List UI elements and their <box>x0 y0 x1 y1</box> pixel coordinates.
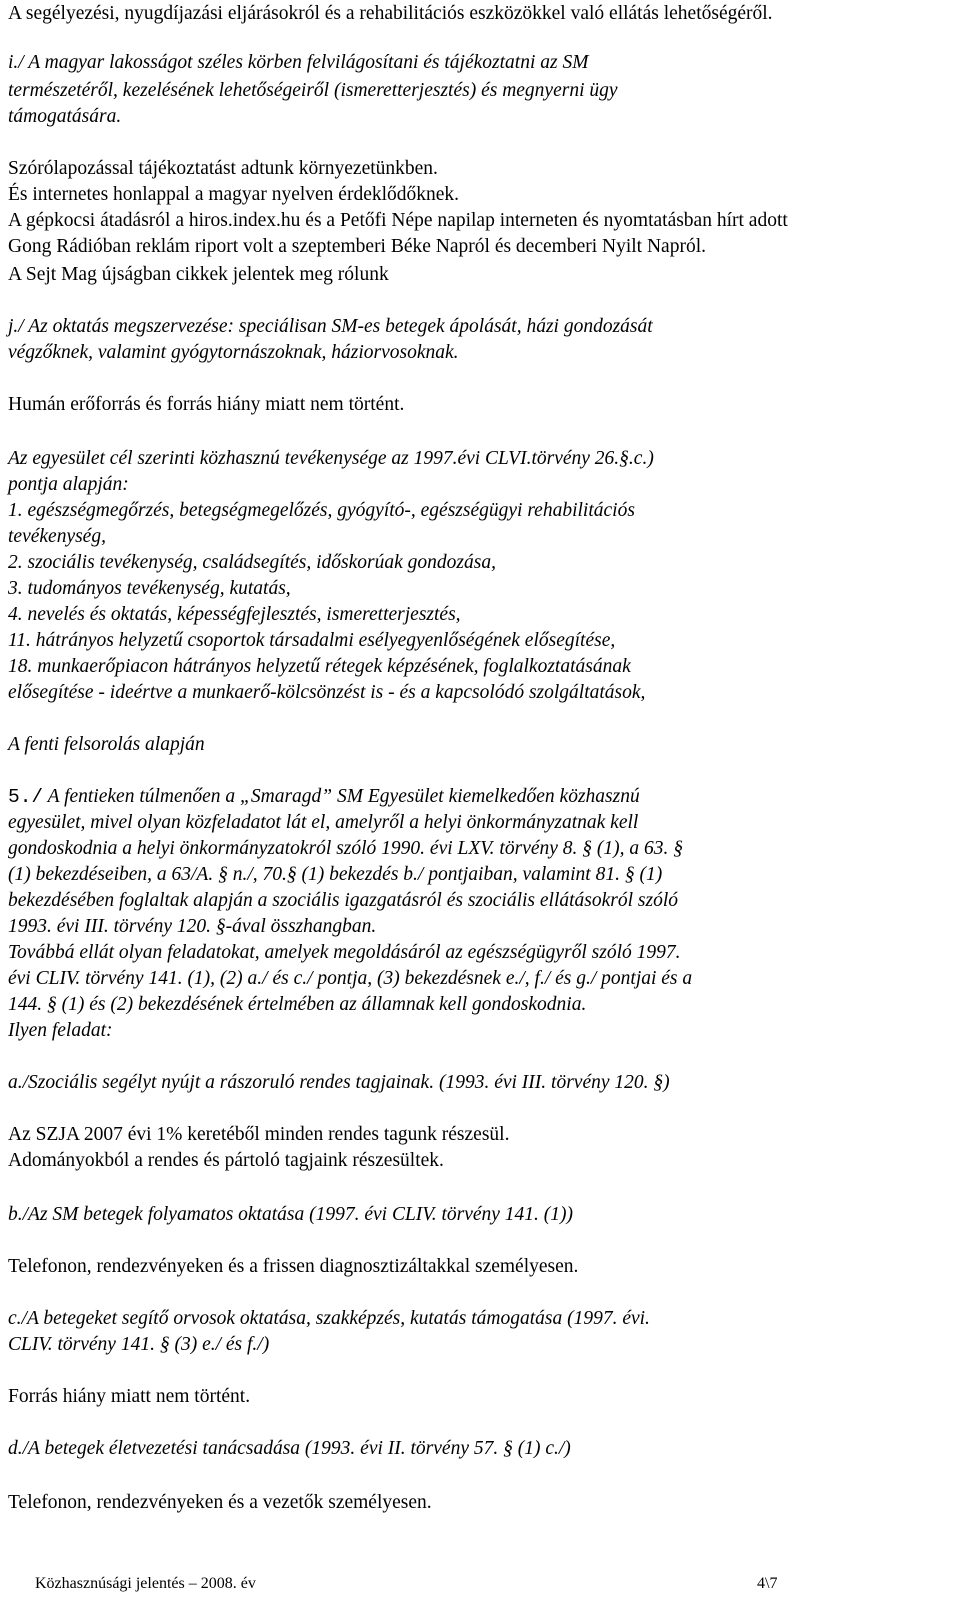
activity-list-item: 2. szociális tevékenység, családsegítés, időskorúak gondozása, <box>8 552 496 573</box>
activity-list-item: 11. hátrányos helyzetű csoportok társadalmi esélyegyenlőségének elősegítése, <box>8 630 616 651</box>
section-i-heading: természetéről, kezelésének lehetőségeiről (ismeretterjesztés) és megnyerni ügy <box>8 80 618 101</box>
text-line: A Sejt Mag újságban cikkek jelentek meg rólunk <box>8 264 389 285</box>
section-j-heading: j./ Az oktatás megszervezése: speciálisan SM-es betegek ápolását, házi gondozását <box>8 316 653 337</box>
activity-heading: Az egyesület cél szerinti közhasznú tevékenysége az 1997.évi CLVI.törvény 26.§.c.) <box>8 448 654 469</box>
section-5-text: Továbbá ellát olyan feladatokat, amelyek megoldásáról az egészségügyről szóló 1997. <box>8 942 681 963</box>
task-a-heading: a./Szociális segélyt nyújt a rászoruló rendes tagjainak. (1993. évi III. törvény 120. §) <box>8 1072 670 1093</box>
section-5-text: Ilyen feladat: <box>8 1020 113 1041</box>
text-line: Szórólapozással tájékoztatást adtunk környezetünkben. <box>8 158 438 179</box>
section-5-text: (1) bekezdéseiben, a 63/A. § n./, 70.§ (1) bekezdés b./ pontjaiban, valamint 81. § (1) <box>8 864 663 885</box>
task-c-heading: c./A betegeket segítő orvosok oktatása, szakképzés, kutatás támogatása (1997. évi. <box>8 1308 650 1329</box>
section-5-text: 1993. évi III. törvény 120. §-ával összhangban. <box>8 916 377 937</box>
activity-list-item: elősegítése - ideértve a munkaerő-kölcsönzést is - és a kapcsolódó szolgáltatások, <box>8 682 646 703</box>
section-i-heading: i./ A magyar lakosságot széles körben felvilágosítani és tájékoztatni az SM <box>8 52 589 73</box>
section-number: 5./ <box>8 786 44 808</box>
text-line: A segélyezési, nyugdíjazási eljárásokról és a rehabilitációs eszközökkel való ellátás lehetőségéről. <box>8 3 773 24</box>
footer-title: Közhasznúsági jelentés – 2008. év <box>35 1575 256 1592</box>
activity-list-item: 4. nevelés és oktatás, képességfejlesztés, ismeretterjesztés, <box>8 604 461 625</box>
text-line: Forrás hiány miatt nem történt. <box>8 1386 251 1407</box>
text-line: Telefonon, rendezvényeken és a frissen diagnosztizáltakkal személyesen. <box>8 1256 579 1277</box>
activity-list-item: 3. tudományos tevékenység, kutatás, <box>8 578 291 599</box>
task-c-heading: CLIV. törvény 141. § (3) e./ és f./) <box>8 1334 270 1355</box>
activity-list-item: 1. egészségmegőrzés, betegségmegelőzés, gyógyító-, egészségügyi rehabilitációs <box>8 500 635 521</box>
section-5-text: A fentieken túlmenően a „Smaragd” SM Egyesület kiemelkedően közhasznú <box>43 786 640 807</box>
text-line: Humán erőforrás és forrás hiány miatt nem történt. <box>8 394 405 415</box>
section-j-heading: végzőknek, valamint gyógytornászoknak, háziorvosoknak. <box>8 342 459 363</box>
text-line: Telefonon, rendezvényeken és a vezetők személyesen. <box>8 1492 432 1513</box>
section-5-text: egyesület, mivel olyan közfeladatot lát el, amelyről a helyi önkormányzatnak kell <box>8 812 639 833</box>
page-number: 4\7 <box>757 1575 778 1592</box>
section-5-text: gondoskodnia a helyi önkormányzatokról szóló 1990. évi LXV. törvény 8. § (1), a 63. § <box>8 838 684 859</box>
section-5-text: 144. § (1) és (2) bekezdésének értelmében az államnak kell gondoskodnia. <box>8 994 587 1015</box>
text-line: A fenti felsorolás alapján <box>8 734 205 755</box>
activity-list-item: tevékenység, <box>8 526 106 547</box>
text-line: Gong Rádióban reklám riport volt a szeptemberi Béke Napról és decemberi Nyilt Napról. <box>8 236 706 257</box>
text-line: A gépkocsi átadásról a hiros.index.hu és a Petőfi Népe napilap interneten és nyomtatásban hírt adott <box>8 210 788 231</box>
section-5-heading <box>8 784 640 811</box>
task-b-heading: b./Az SM betegek folyamatos oktatása (1997. évi CLIV. törvény 141. (1)) <box>8 1204 574 1225</box>
activity-heading: pontja alapján: <box>8 474 129 495</box>
activity-list-item: 18. munkaerőpiacon hátrányos helyzetű rétegek képzésének, foglalkoztatásának <box>8 656 631 677</box>
section-5-text: bekezdésében foglaltak alapján a szociális igazgatásról és szociális ellátásokról szóló <box>8 890 679 911</box>
text-line: Adományokból a rendes és pártoló tagjaink részesültek. <box>8 1150 444 1171</box>
task-d-heading: d./A betegek életvezetési tanácsadása (1993. évi II. törvény 57. § (1) c./) <box>8 1438 571 1459</box>
section-5-text: évi CLIV. törvény 141. (1), (2) a./ és c./ pontja, (3) bekezdésnek e./, f./ és g./ pontjai és a <box>8 968 693 989</box>
section-i-heading: támogatására. <box>8 106 122 127</box>
text-line: És internetes honlappal a magyar nyelven érdeklődőknek. <box>8 184 460 205</box>
text-line: Az SZJA 2007 évi 1% keretéből minden rendes tagunk részesül. <box>8 1124 510 1145</box>
